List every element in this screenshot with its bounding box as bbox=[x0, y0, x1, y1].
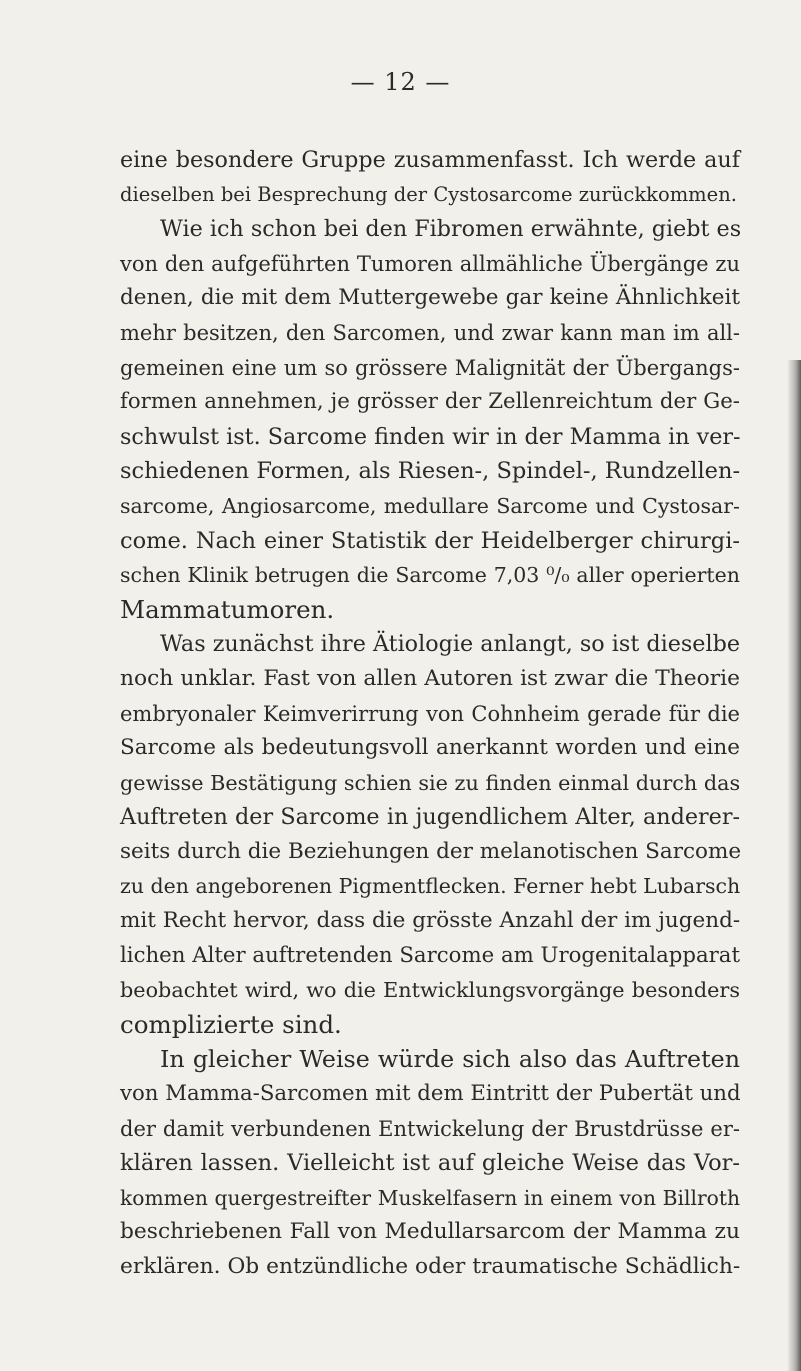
text-line: formen annehmen, je grösser der Zellenreichtum der Ge- bbox=[120, 389, 740, 415]
text-line: lichen Alter auftretenden Sarcome am Urogenitalapparat bbox=[120, 942, 740, 968]
text-line: schiedenen Formen, als Riesen-, Spindel-, Rundzellen- bbox=[120, 458, 741, 485]
text-line: von den aufgeführten Tumoren allmähliche Übergänge zu bbox=[120, 251, 740, 276]
text-line: eine besondere Gruppe zusammenfasst. Ich werde auf bbox=[120, 147, 740, 173]
text-line: gewisse Bestätigung schien sie zu finden einmal durch das bbox=[120, 770, 741, 795]
text-line: klären lassen. Vielleicht ist auf gleiche Weise das Vor- bbox=[120, 1150, 740, 1177]
text-line: Was zunächst ihre Ätiologie anlangt, so ist dieselbe bbox=[160, 631, 740, 658]
text-line: Sarcome als bedeutungsvoll anerkannt worden und eine bbox=[120, 735, 740, 761]
text-line: complizierte sind. bbox=[120, 1009, 342, 1039]
text-line: kommen quergestreifter Muskelfasern in einem von Billroth bbox=[120, 1185, 740, 1210]
text-line: der damit verbundenen Entwickelung der Brustdrüsse er- bbox=[120, 1116, 740, 1141]
page-number: — 12 — bbox=[350, 68, 451, 96]
text-line: seits durch die Beziehungen der melanotischen Sarcome bbox=[120, 838, 742, 864]
text-line: beschriebenen Fall von Medullarsarcom der Mamma zu bbox=[120, 1219, 740, 1245]
text-line: mehr besitzen, den Sarcomen, und zwar kann man im all- bbox=[120, 320, 740, 345]
text-line: von Mamma-Sarcomen mit dem Eintritt der Pubertät und bbox=[120, 1081, 741, 1107]
text-line: Wie ich schon bei den Fibromen erwähnte, giebt es bbox=[160, 216, 742, 243]
text-line: embryonaler Keimverirrung von Cohnheim gerade für die bbox=[120, 701, 740, 726]
text-line: schwulst ist. Sarcome finden wir in der Mamma in ver- bbox=[120, 423, 741, 450]
page-edge-shadow bbox=[787, 360, 801, 1371]
text-line: schen Klinik betrugen die Sarcome 7,03 ⁰/₀ aller operierten bbox=[120, 563, 740, 588]
text-line: sarcome, Angiosarcome, medullare Sarcome und Cystosar- bbox=[120, 493, 740, 518]
body-text bbox=[120, 143, 740, 1285]
text-line: Mammatumoren. bbox=[120, 594, 335, 624]
text-line: mit Recht hervor, dass die grösste Anzahl der im jugend- bbox=[120, 908, 741, 934]
text-line: dieselben bei Besprechung der Cystosarcome zurückkommen. bbox=[120, 182, 737, 206]
text-line: denen, die mit dem Muttergewebe gar keine Ähnlichkeit bbox=[120, 285, 740, 311]
text-line: Auftreten der Sarcome in jugendlichem Alter, anderer- bbox=[120, 804, 740, 831]
text-line: erklären. Ob entzündliche oder traumatische Schädlich- bbox=[120, 1254, 741, 1279]
text-line: come. Nach einer Statistik der Heidelberger chirurgi- bbox=[120, 527, 740, 554]
text-line: noch unklar. Fast von allen Autoren ist zwar die Theorie bbox=[120, 665, 740, 691]
text-line: In gleicher Weise würde sich also das Auftreten bbox=[160, 1045, 740, 1074]
text-line: gemeinen eine um so grössere Malignität der Übergangs- bbox=[120, 355, 740, 380]
text-line: beobachtet wird, wo die Entwicklungsvorgänge besonders bbox=[120, 978, 740, 1003]
text-line: zu den angeborenen Pigmentflecken. Ferner hebt Lubarsch bbox=[120, 874, 741, 899]
